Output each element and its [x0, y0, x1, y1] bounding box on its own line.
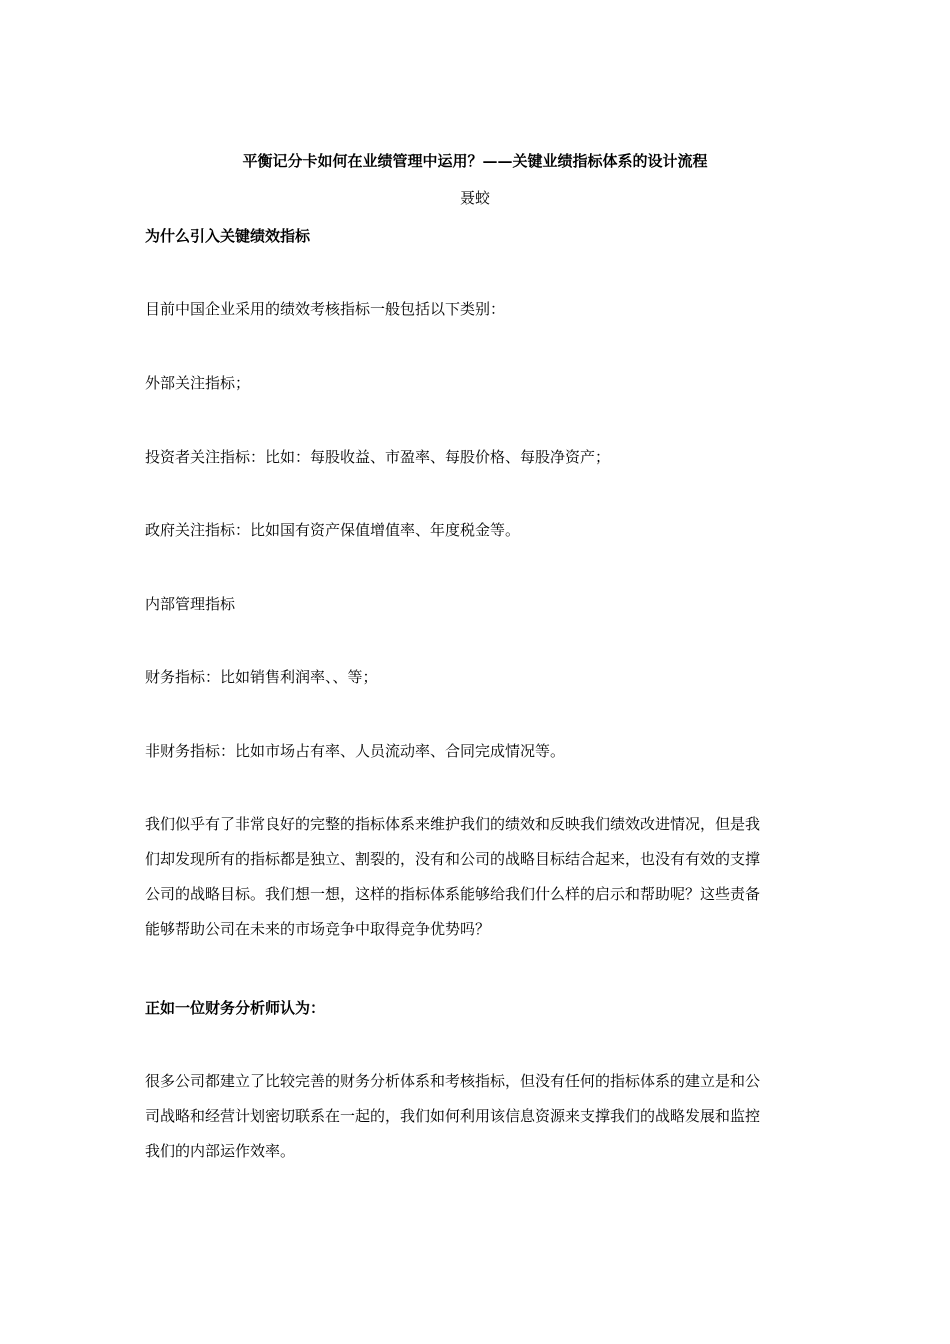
intro-text: 目前中国企业采用的绩效考核指标一般包括以下类别： — [145, 300, 506, 318]
investor-indicators: 投资者关注指标：比如：每股收益、市盈率、每股价格、每股净资产； — [145, 448, 611, 466]
paragraph-line: 我们的内部运作效率。 — [145, 1142, 296, 1160]
paragraph-line: 司战略和经营计划密切联系在一起的，我们如何利用该信息资源来支撑我们的战略发展和监控 — [145, 1107, 761, 1125]
paragraph-indicator-system — [145, 807, 805, 947]
internal-indicators: 内部管理指标 — [145, 595, 236, 613]
financial-indicators: 财务指标：比如销售利润率、、等； — [145, 668, 378, 686]
document-title: 平衡记分卡如何在业绩管理中运用？——关键业绩指标体系的设计流程 — [242, 152, 708, 170]
section-heading-analyst: 正如一位财务分析师认为： — [145, 999, 326, 1017]
document-author: 聂蛟 — [459, 189, 490, 207]
paragraph-line: 公司的战略目标。我们想一想，这样的指标体系能够给我们什么样的启示和帮助呢？这些责备 — [145, 885, 761, 903]
government-indicators: 政府关注指标：比如国有资产保值增值率、年度税金等。 — [145, 521, 521, 539]
paragraph-analyst-quote — [145, 1064, 805, 1169]
paragraph-line: 很多公司都建立了比较完善的财务分析体系和考核指标，但没有任何的指标体系的建立是和公 — [145, 1072, 761, 1090]
paragraph-line: 能够帮助公司在未来的市场竞争中取得竞争优势吗？ — [145, 920, 491, 938]
paragraph-line: 们却发现所有的指标都是独立、割裂的，没有和公司的战略目标结合起来，也没有有效的支撑 — [145, 850, 761, 868]
section-heading-why-kpi: 为什么引入关键绩效指标 — [145, 227, 311, 245]
nonfinancial-indicators: 非财务指标：比如市场占有率、人员流动率、合同完成情况等。 — [145, 742, 566, 760]
paragraph-line: 我们似乎有了非常良好的完整的指标体系来维护我们的绩效和反映我们绩效改进情况，但是我 — [145, 815, 761, 833]
external-indicators: 外部关注指标； — [145, 374, 251, 392]
